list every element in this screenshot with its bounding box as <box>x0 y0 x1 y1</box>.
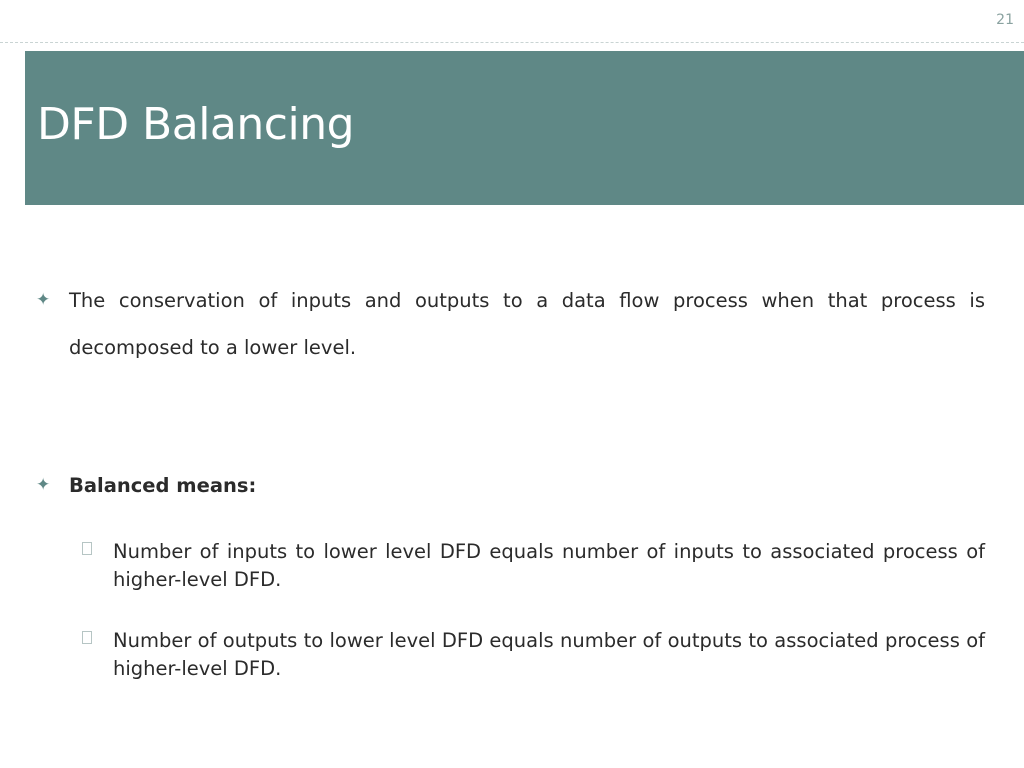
bullet-text: Balanced means: <box>69 474 257 497</box>
sub-bullet-item <box>113 538 985 594</box>
sparkle-bullet-icon: ✦ <box>36 475 51 495</box>
sub-bullet-text: Number of inputs to lower level DFD equals number of inputs to associated process of higher-level DFD. <box>113 540 985 591</box>
slide-title: DFD Balancing <box>37 99 355 150</box>
page-number: 21 <box>996 12 1014 28</box>
sparkle-bullet-icon: ✦ <box>36 290 51 310</box>
sub-bullet-text: Number of outputs to lower level DFD equals number of outputs to associated process of higher-level DFD. <box>113 629 985 680</box>
bullet-item <box>36 462 985 509</box>
bullet-text: The conservation of inputs and outputs to a data flow process when that process is decomposed to a lower level. <box>69 289 985 359</box>
header-divider <box>0 42 1024 43</box>
square-bullet-icon <box>82 631 92 644</box>
sub-bullet-item <box>113 627 985 683</box>
square-bullet-icon <box>82 542 92 555</box>
bullet-item <box>36 277 985 371</box>
title-band <box>25 51 1024 205</box>
